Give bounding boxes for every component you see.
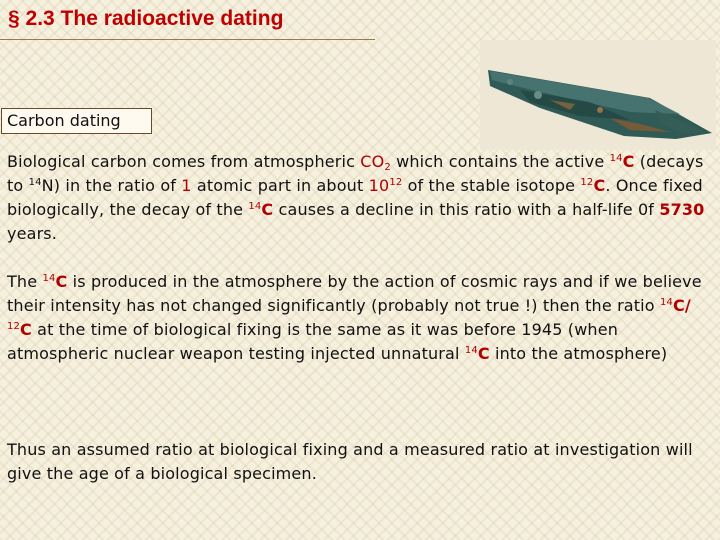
paragraph-conclusion: Thus an assumed ratio at biological fixing and a measured ratio at investigation will give the age of a biological specimen.: [7, 440, 693, 483]
subtitle-carbon-dating: Carbon dating: [1, 108, 152, 134]
slide-title: § 2.3 The radioactive dating: [8, 7, 284, 30]
paragraph-carbon-source: Biological carbon comes from atmospheric $CO_2$ which contains the active $^{14}$C (decays to $^{14}$N) in the ratio of 1 atomic part in about $10^{12}$ of the stable isotope $^{12}$C. Once fixed biologically, the decay of the $^{14}$C causes a decline in this ratio with a half-life 0f 5730 years.: [7, 152, 705, 243]
title-divider: [0, 39, 375, 40]
paragraph-cosmic-rays: The $^{14}$C is produced in the atmosphere by the action of cosmic rays and if we believe their intensity has not changed significantly (probably not true !) then the ratio $^{14}$C/ $^{12}$C at the time of biological fixing is the same as it was before 1945 (when atmospheric nuclear weapon testing injected unnatural $^{14}$C into the atmosphere): [7, 272, 702, 363]
bronze-blade-image: [480, 40, 716, 150]
